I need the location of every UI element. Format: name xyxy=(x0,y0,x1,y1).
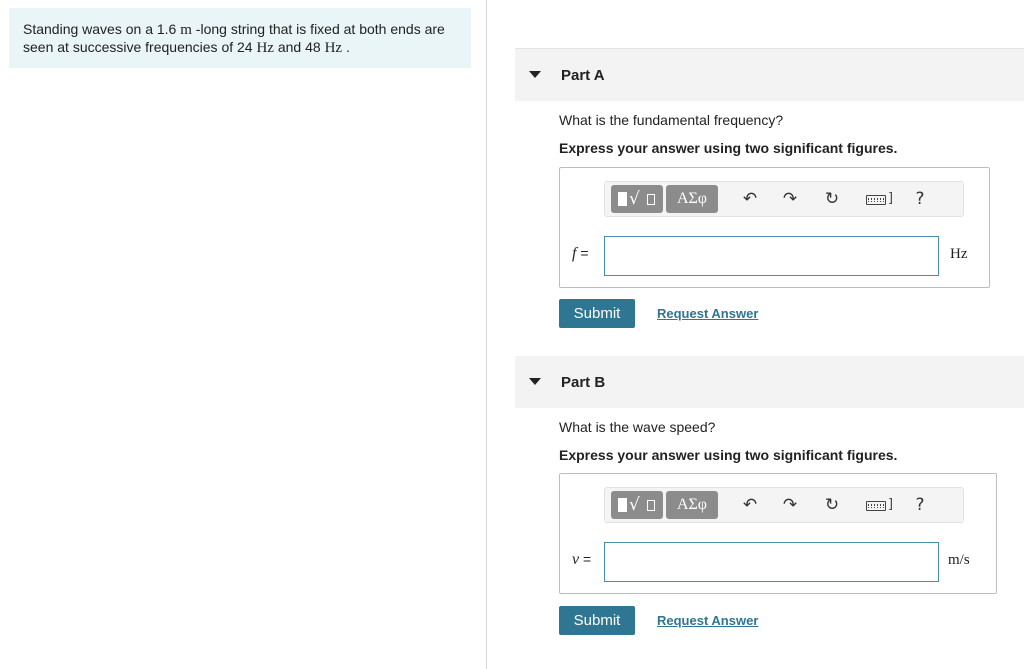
part-a-title: Part A xyxy=(561,67,605,84)
problem-text-3: and 48 xyxy=(273,39,325,55)
part-b-variable-label xyxy=(572,551,591,569)
keyboard-bracket: ] xyxy=(888,191,894,206)
part-a-request-answer-link[interactable]: Request Answer xyxy=(657,306,759,321)
part-a-header[interactable] xyxy=(515,49,1024,101)
keyboard-icon[interactable] xyxy=(863,492,893,518)
redo-icon[interactable]: ↷ xyxy=(782,495,798,515)
reset-icon[interactable]: ↻ xyxy=(824,495,840,515)
template-block-icon xyxy=(618,192,627,206)
template-box-icon xyxy=(647,500,655,511)
unit-length: m xyxy=(180,22,192,38)
part-a-math-toolbar xyxy=(604,181,964,217)
part-a-unit: Hz xyxy=(950,246,968,262)
part-b-math-toolbar xyxy=(604,487,964,523)
part-a-answer-box xyxy=(559,167,990,288)
part-b-instruction: Express your answer using two significant figures. xyxy=(559,447,898,463)
part-a-variable: f xyxy=(572,245,577,262)
problem-text-2: -long string that is fixed at both ends are seen at successive frequencies of 24 xyxy=(23,21,445,55)
help-icon[interactable]: ? xyxy=(915,495,925,515)
keyboard-bracket: ] xyxy=(888,497,894,512)
sqrt-icon: √ xyxy=(629,495,640,515)
part-b-question: What is the wave speed? xyxy=(559,419,716,435)
keyboard-shape xyxy=(866,501,886,511)
part-b-submit-button[interactable]: Submit xyxy=(559,606,635,635)
part-a-submit-button[interactable]: Submit xyxy=(559,299,635,328)
greek-symbols-button[interactable]: ΑΣφ xyxy=(666,491,718,519)
part-b-title: Part B xyxy=(561,374,606,391)
part-a-variable-label xyxy=(572,245,589,263)
greek-symbols-button[interactable]: ΑΣφ xyxy=(666,185,718,213)
part-b-answer-box xyxy=(559,473,997,594)
keyboard-shape xyxy=(866,195,886,205)
part-b-equals: = xyxy=(583,551,592,567)
problem-text-4: . xyxy=(342,39,350,55)
unit-freq-1: Hz xyxy=(256,40,274,56)
template-box-icon xyxy=(647,194,655,205)
part-b-header[interactable] xyxy=(515,356,1024,408)
redo-icon[interactable]: ↷ xyxy=(782,189,798,209)
templates-button[interactable] xyxy=(611,185,663,213)
part-a-instruction: Express your answer using two significant figures. xyxy=(559,140,898,156)
templates-button[interactable] xyxy=(611,491,663,519)
part-b-unit: m/s xyxy=(948,552,970,568)
reset-icon[interactable]: ↻ xyxy=(824,189,840,209)
undo-icon[interactable]: ↶ xyxy=(742,189,758,209)
caret-down-icon[interactable] xyxy=(529,71,541,78)
keyboard-icon[interactable] xyxy=(863,186,893,212)
problem-text-1: Standing waves on a 1.6 xyxy=(23,21,181,37)
template-block-icon xyxy=(618,498,627,512)
part-a-equals: = xyxy=(580,245,589,261)
column-divider xyxy=(486,0,487,669)
sqrt-icon: √ xyxy=(629,189,640,209)
problem-statement xyxy=(9,8,471,68)
help-icon[interactable]: ? xyxy=(915,189,925,209)
undo-icon[interactable]: ↶ xyxy=(742,495,758,515)
part-a-answer-input[interactable] xyxy=(604,236,939,276)
part-a-question: What is the fundamental frequency? xyxy=(559,112,784,128)
unit-freq-2: Hz xyxy=(324,40,343,56)
part-b-request-answer-link[interactable]: Request Answer xyxy=(657,613,759,628)
part-b-variable: v xyxy=(572,551,580,568)
caret-down-icon[interactable] xyxy=(529,378,541,385)
part-b-answer-input[interactable] xyxy=(604,542,939,582)
